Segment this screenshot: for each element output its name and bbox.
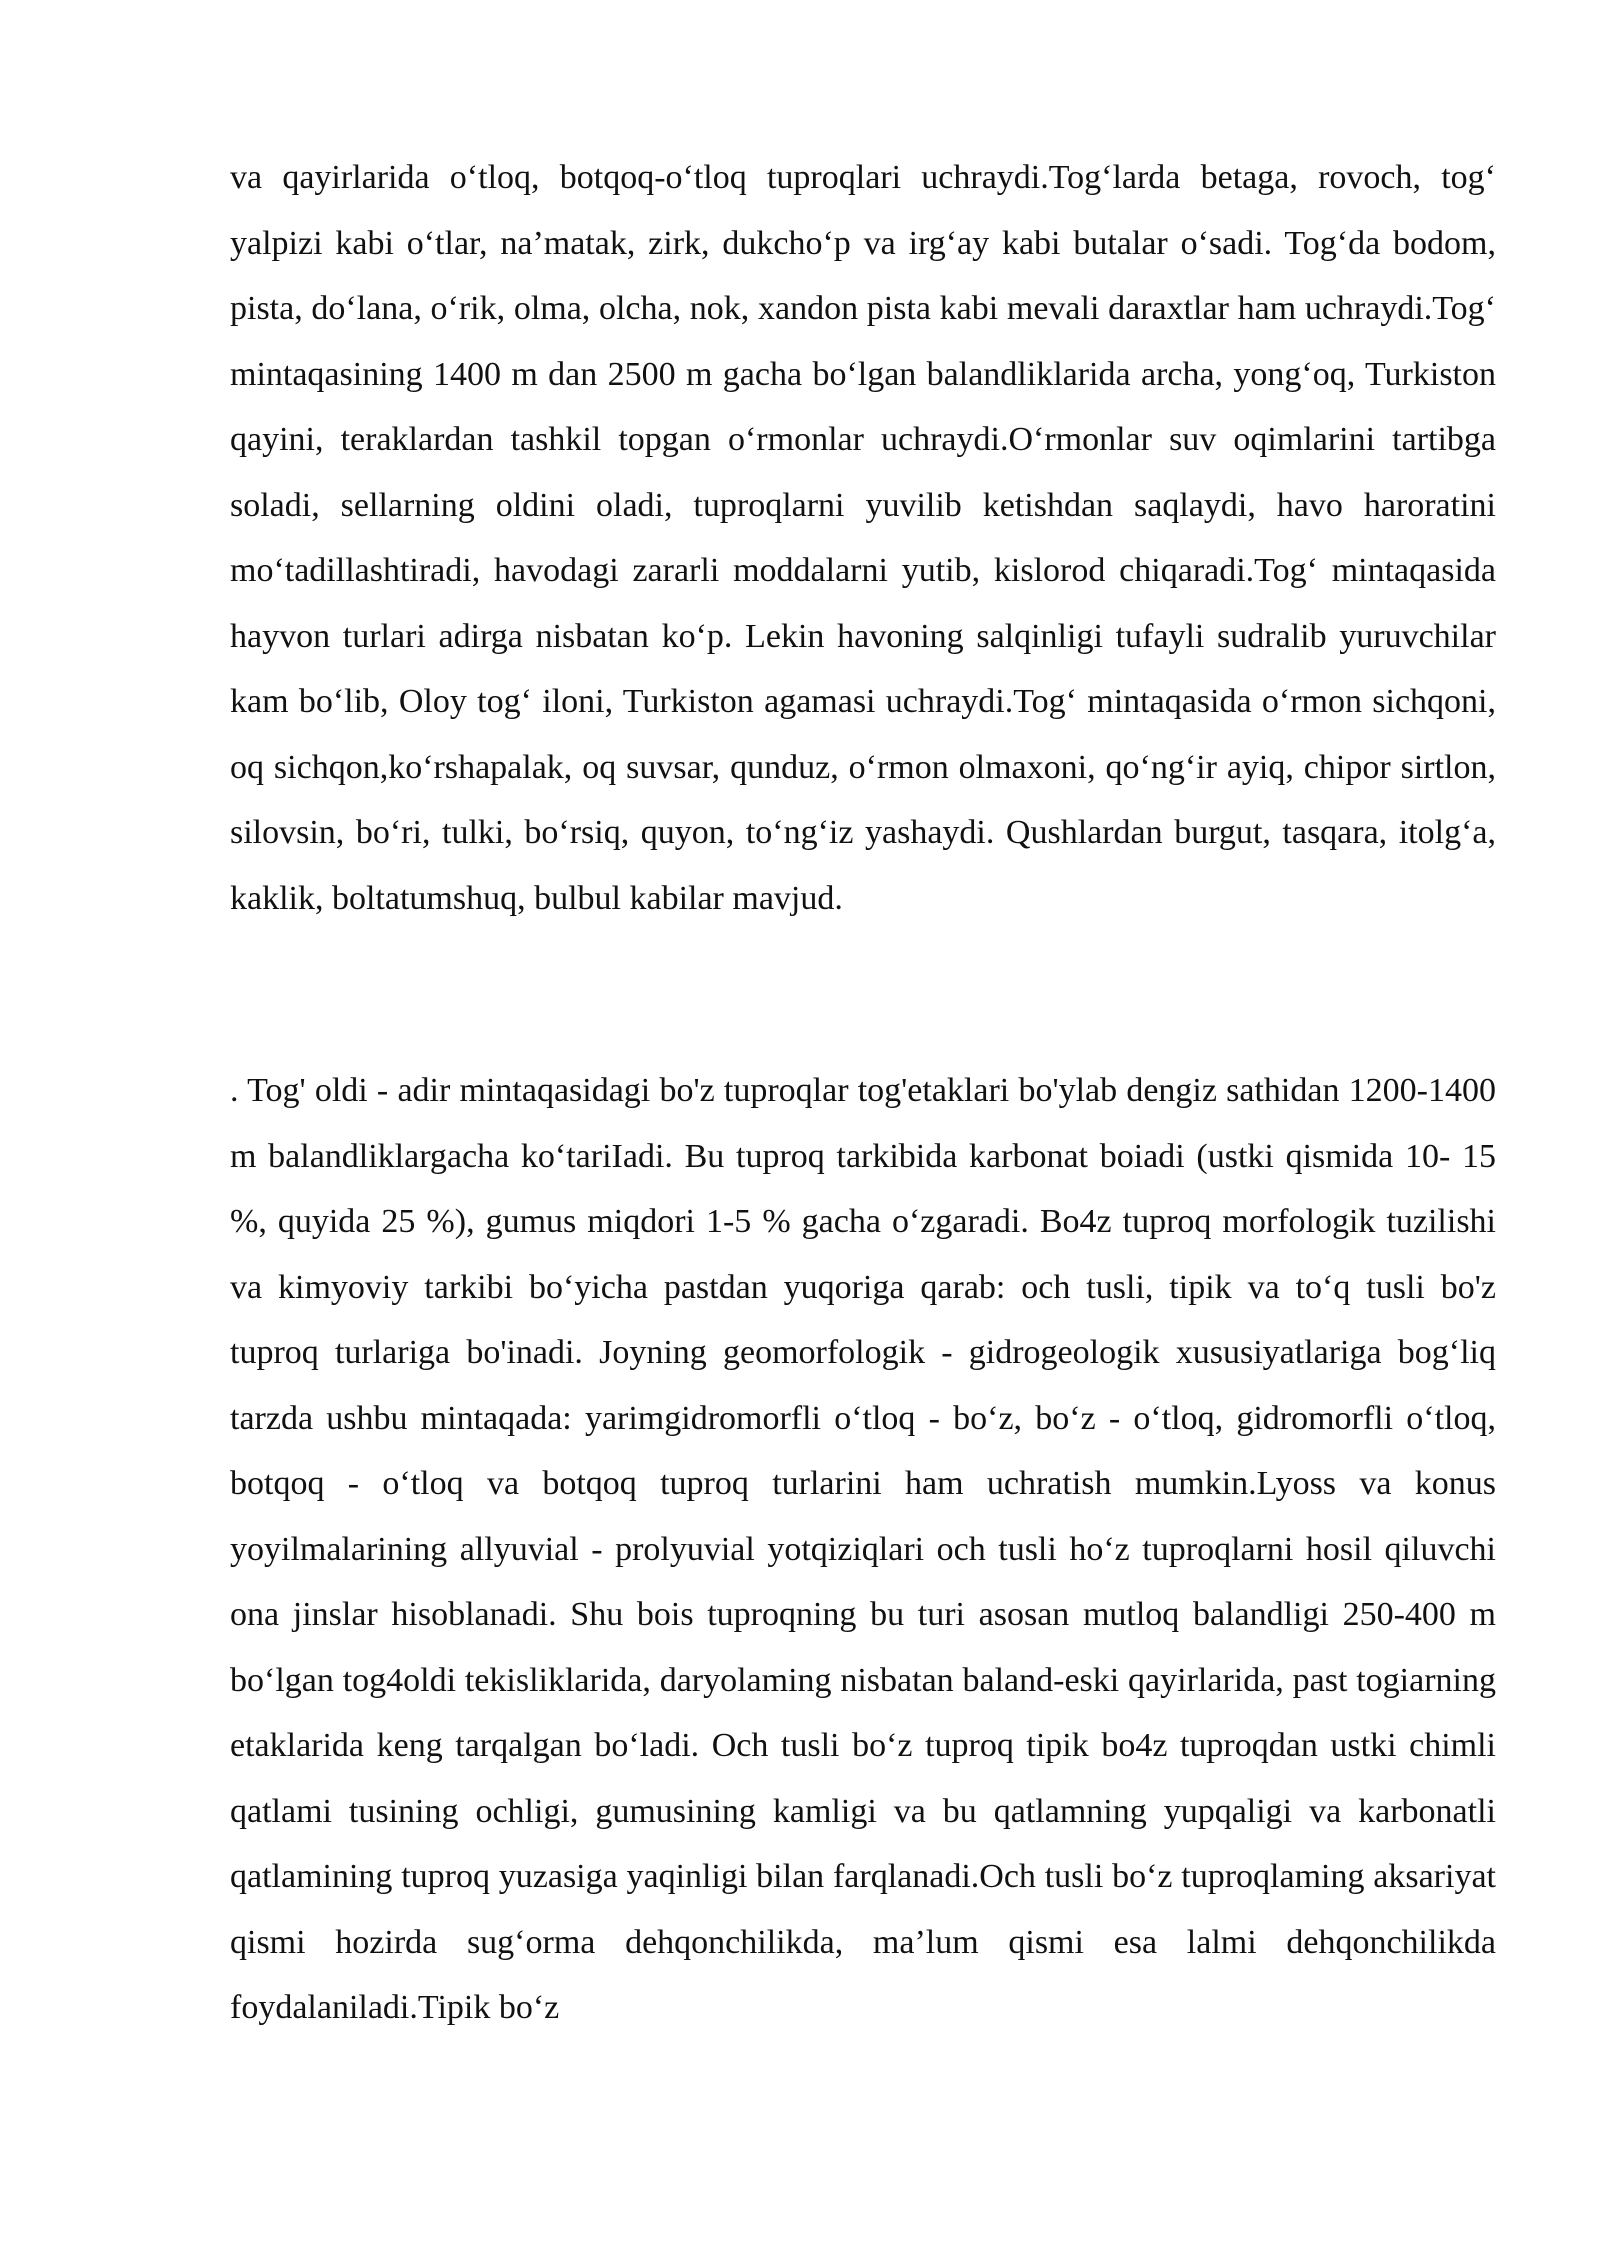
paragraph-foothill-soils: . Tog' oldi - adir mintaqasidagi bo'z tuproqlar tog'etaklari bo'ylab dengiz sathidan 1200-1400 m balandliklargacha ko‘tariIadi. Bu tuproq tarkibida karbonat boiadi (ustki qismida 10- 15 %, quyida 25 %), gumus miqdori 1-5 % gacha o‘zgaradi. Bo4z tuproq morfologik tuzilishi va kimyoviy tarkibi bo‘yicha pastdan yuqoriga qarab: och tusli, tipik va to‘q tusli bo'z tuproq turlariga bo'inadi. Joyning geomorfologik - gidrogeologik xususiyatlariga bog‘liq tarzda ushbu mintaqada: yarimgidromorfli o‘tloq - bo‘z, bo‘z - o‘tloq, gidromorfli o‘tloq, botqoq - o‘tloq va botqoq tuproq turlarini ham uchratish mumkin.Lyoss va konus yoyilmalarining allyuvial - prolyuvial yotqiziqlari och tusli ho‘z tuproqlarni hosil qiluvchi ona jinslar hisoblanadi. Shu bois tuproqning bu turi asosan mutloq balandligi 250-400 m bo‘lgan tog4oldi tekisliklarida, daryolaming nisbatan baland-eski qayirlarida, past togiarning etaklarida keng tarqalgan bo‘ladi. Och tusli bo‘z tuproq tipik bo4z tuproqdan ustki chimli qatlami tusining ochligi, gumusining kamligi va bu qatlamning yupqaligi va karbonatli qatlamining tuproq yuzasiga yaqinligi bilan farqlanadi.Och tusli bo‘z tuproqlaming aksariyat qismi hozirda sug‘orma dehqonchilikda, ma’lum qismi esa lalmi dehqonchilikda foydalaniladi.Tipik bo‘z	[230, 1072, 1496, 2026]
paragraph-mountain-zone: va qayirlarida o‘tloq, botqoq-o‘tloq tuproqlari uchraydi.Tog‘larda betaga, rovoch, tog‘ yalpizi kabi o‘tlar, na’matak, zirk, dukcho‘p va irg‘ay kabi butalar o‘sadi. Tog‘da bodom, pista, do‘lana, o‘rik, olma, olcha, nok, xandon pista kabi mevali daraxtlar ham uchraydi.Tog‘ mintaqasining 1400 m dan 2500 m gacha bo‘lgan balandliklarida archa, yong‘oq, Turkiston qayini, teraklardan tashkil topgan o‘rmonlar uchraydi.O‘rmonlar suv oqimlarini tartibga soladi, sellarning oldini oladi, tuproqlarni yuvilib ketishdan saqlaydi, havo haroratini mo‘tadillashtiradi, havodagi zararli moddalarni yutib, kislorod chiqaradi.Tog‘ mintaqasida hayvon turlari adirga nisbatan ko‘p. Lekin havoning salqinligi tufayli sudralib yuruvchilar kam bo‘lib, Oloy tog‘ iloni, Turkiston agamasi uchraydi.Tog‘ mintaqasida o‘rmon sichqoni, oq sichqon,ko‘rshapalak, oq suvsar, qunduz, o‘rmon olmaxoni, qo‘ng‘ir ayiq, chipor sirtlon, silovsin, bo‘ri, tulki, bo‘rsiq, quyon, to‘ng‘iz yashaydi. Qushlardan burgut, tasqara, itolg‘a, kaklik, boltatumshuq, bulbul kabilar mavjud.	[230, 159, 1496, 917]
